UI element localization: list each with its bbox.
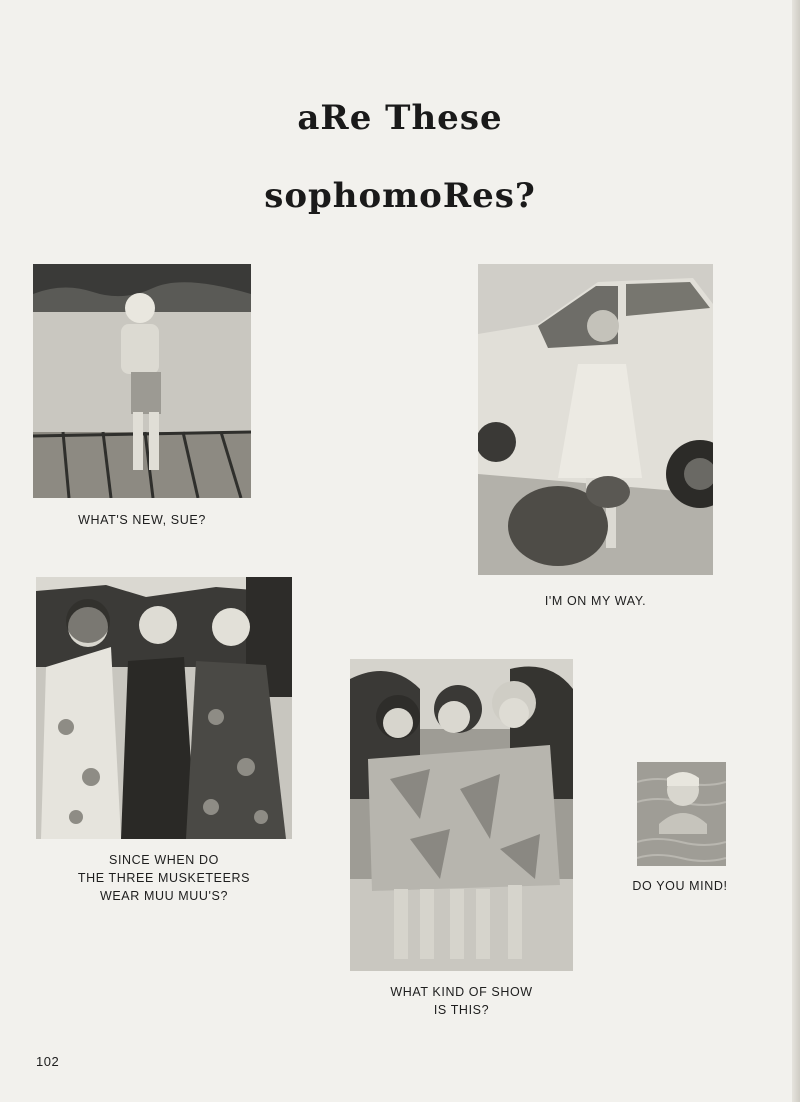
photo-three-girls-muu-muus	[36, 577, 292, 839]
photo-three-girls-muu-muus-image	[36, 577, 292, 839]
caption-line: DO YOU MIND!	[632, 879, 728, 893]
caption-line: THE THREE MUSKETEERS	[77, 871, 251, 885]
page-edge	[792, 0, 800, 1102]
page-number: 102	[36, 1054, 60, 1069]
photo-girl-with-dog-by-car-image	[478, 264, 713, 575]
caption-line: I'M ON MY WAY.	[544, 594, 647, 608]
caption-line: IS THIS?	[433, 1003, 490, 1017]
photo-girl-with-dog-by-car	[478, 264, 713, 575]
photo-toddler-in-pool	[637, 762, 726, 866]
caption-photo-4	[350, 983, 573, 1019]
caption-line: WHAT'S NEW, SUE?	[78, 513, 206, 527]
photo-toddler-in-pool-image	[637, 762, 726, 866]
caption-photo-3	[36, 851, 292, 905]
caption-photo-1	[33, 511, 251, 529]
page-title-line-2: sophomoRes?	[264, 176, 536, 216]
photo-girl-on-boardwalk	[33, 264, 251, 498]
photo-three-girls-in-towel	[350, 659, 573, 971]
caption-line: WHAT KIND OF SHOW	[390, 985, 533, 999]
page-title-line-1: aRe These	[297, 98, 503, 138]
caption-photo-2	[478, 592, 713, 610]
caption-line: SINCE WHEN DO	[109, 853, 219, 867]
photo-girl-on-boardwalk-image	[33, 264, 251, 498]
photo-three-girls-in-towel-image	[350, 659, 573, 971]
caption-line: WEAR MUU MUU'S?	[99, 889, 229, 903]
caption-photo-5	[610, 877, 750, 895]
